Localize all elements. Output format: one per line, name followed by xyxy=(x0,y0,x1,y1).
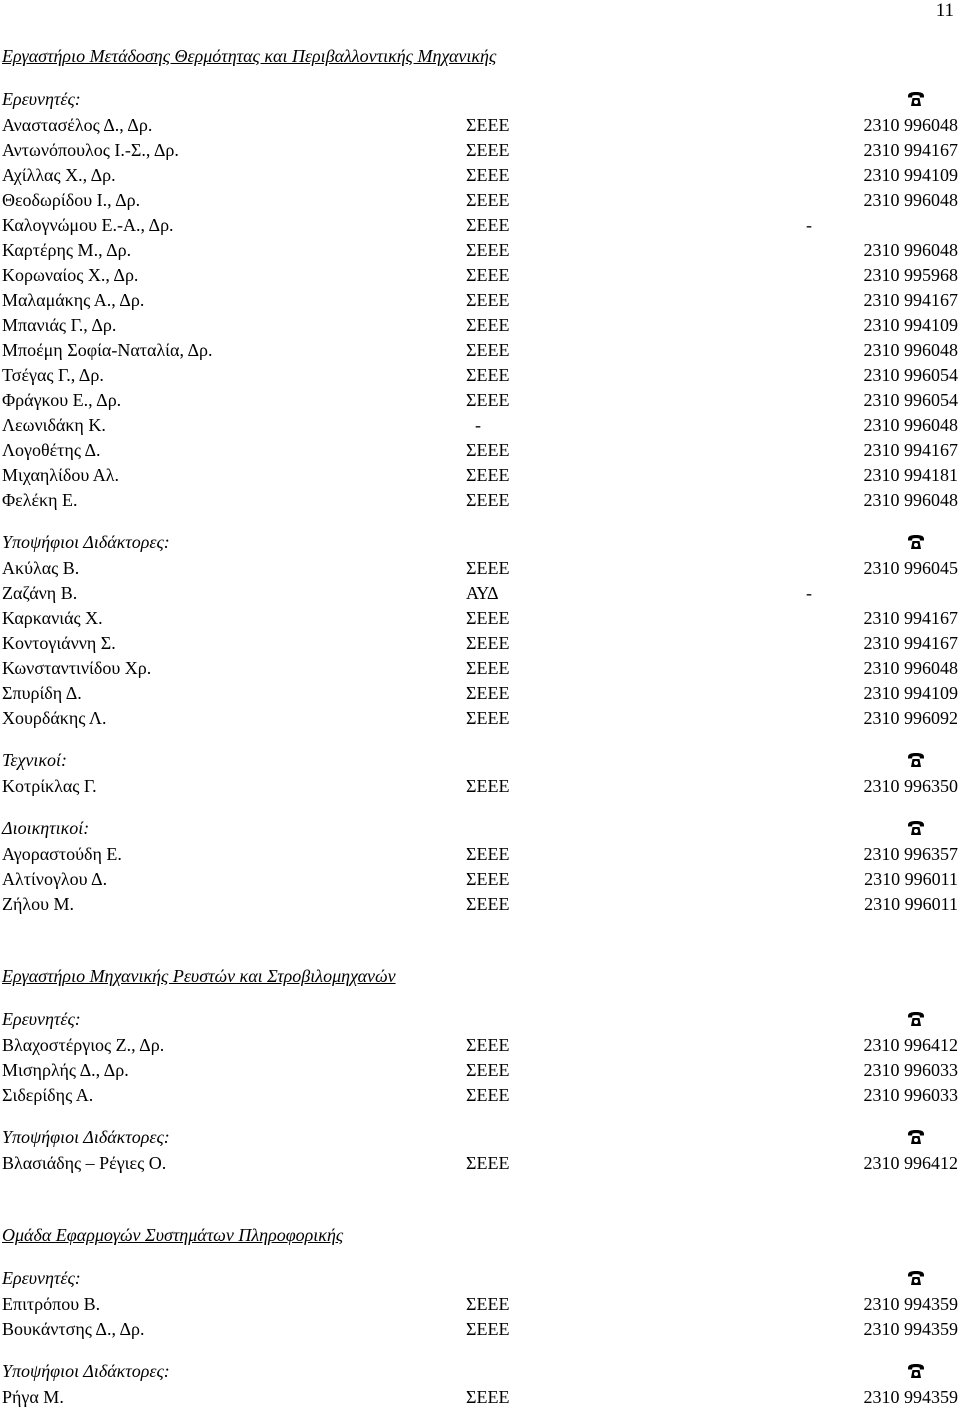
telephone-icon xyxy=(907,1129,925,1145)
staff-group xyxy=(2,1359,958,1410)
staff-name: Επιτρόπου Β. xyxy=(2,1294,101,1314)
staff-name: Φελέκη Ε. xyxy=(2,490,78,510)
group-label: Υποψήφιοι Διδάκτορες: xyxy=(2,532,170,552)
staff-phone: 2310 994167 xyxy=(863,633,958,653)
staff-name: Ζήλου Μ. xyxy=(2,894,75,914)
staff-name: Λογοθέτης Δ. xyxy=(2,440,101,460)
staff-department: ΣΕΕΕ xyxy=(466,490,510,510)
staff-phone: 2310 996048 xyxy=(863,415,958,435)
staff-phone: 2310 994167 xyxy=(863,440,958,460)
staff-name: Κωνσταντινίδου Χρ. xyxy=(2,658,152,678)
staff-row xyxy=(2,581,958,606)
staff-phone: 2310 996048 xyxy=(863,490,958,510)
group-header xyxy=(2,87,958,111)
section-title: Εργαστήριο Μηχανικής Ρευστών και Στροβιλομηχανών xyxy=(2,966,396,986)
staff-department: ΣΕΕΕ xyxy=(466,633,510,653)
staff-row xyxy=(2,188,958,213)
group-header xyxy=(2,1125,958,1149)
staff-phone: 2310 996054 xyxy=(863,365,958,385)
staff-name: Μιχαηλίδου Αλ. xyxy=(2,465,119,485)
group-header xyxy=(2,816,958,840)
staff-phone: 2310 996048 xyxy=(863,190,958,210)
staff-phone: 2310 994359 xyxy=(863,1319,958,1339)
staff-department: ΣΕΕΕ xyxy=(466,1035,510,1055)
staff-name: Βλασιάδης – Ρέγιες Ο. xyxy=(2,1153,167,1173)
staff-phone: 2310 994359 xyxy=(863,1294,958,1314)
staff-row xyxy=(2,363,958,388)
staff-phone: 2310 996033 xyxy=(863,1060,958,1080)
staff-row xyxy=(2,438,958,463)
group-label: Ερευνητές: xyxy=(2,89,81,109)
staff-row xyxy=(2,867,958,892)
staff-name: Κορωναίος Χ., Δρ. xyxy=(2,265,139,285)
directory-content xyxy=(2,44,958,1427)
group-label: Υποψήφιοι Διδάκτορες: xyxy=(2,1127,170,1147)
staff-department: ΣΕΕΕ xyxy=(466,165,510,185)
staff-name: Βουκάντσης Δ., Δρ. xyxy=(2,1319,145,1339)
staff-row xyxy=(2,774,958,799)
staff-row xyxy=(2,288,958,313)
staff-group xyxy=(2,87,958,513)
staff-name: Βλαχοστέργιος Ζ., Δρ. xyxy=(2,1035,165,1055)
group-label: Ερευνητές: xyxy=(2,1268,81,1288)
staff-phone: 2310 994181 xyxy=(863,465,958,485)
staff-name: Μπανιάς Γ., Δρ. xyxy=(2,315,117,335)
staff-name: Αναστασέλος Δ., Δρ. xyxy=(2,115,153,135)
staff-department: ΣΕΕΕ xyxy=(466,215,510,235)
staff-name: Καρτέρης Μ., Δρ. xyxy=(2,240,132,260)
staff-name: Λεωνιδάκη Κ. xyxy=(2,415,106,435)
staff-row xyxy=(2,263,958,288)
staff-row xyxy=(2,842,958,867)
staff-name: Ζαζάνη Β. xyxy=(2,583,78,603)
staff-row xyxy=(2,488,958,513)
lab-section xyxy=(2,44,958,917)
staff-phone: 2310 996033 xyxy=(863,1085,958,1105)
group-label: Ερευνητές: xyxy=(2,1009,81,1029)
staff-department: ΣΕΕΕ xyxy=(466,440,510,460)
staff-row xyxy=(2,631,958,656)
staff-row xyxy=(2,681,958,706)
staff-department: ΣΕΕΕ xyxy=(466,115,510,135)
group-header xyxy=(2,1359,958,1383)
group-header xyxy=(2,530,958,554)
staff-department: ΣΕΕΕ xyxy=(466,1153,510,1173)
staff-phone: 2310 996011 xyxy=(864,869,958,889)
section-spacer xyxy=(2,934,958,964)
section-title: Εργαστήριο Μετάδοσης Θερμότητας και Περιβαλλοντικής Μηχανικής xyxy=(2,46,497,66)
staff-name: Χουρδάκης Λ. xyxy=(2,708,107,728)
staff-department: ΣΕΕΕ xyxy=(466,1085,510,1105)
staff-phone: 2310 996092 xyxy=(863,708,958,728)
staff-row xyxy=(2,163,958,188)
staff-phone: - xyxy=(806,583,812,603)
staff-phone: 2310 994109 xyxy=(863,165,958,185)
section-spacer xyxy=(2,1193,958,1223)
staff-department: ΣΕΕΕ xyxy=(466,1387,510,1407)
lab-section xyxy=(2,964,958,1176)
staff-department: ΣΕΕΕ xyxy=(466,465,510,485)
staff-row xyxy=(2,1058,958,1083)
staff-name: Μποέμη Σοφία-Ναταλία, Δρ. xyxy=(2,340,213,360)
staff-phone: 2310 996350 xyxy=(863,776,958,796)
staff-name: Σιδερίδης Α. xyxy=(2,1085,94,1105)
staff-department: ΣΕΕΕ xyxy=(466,683,510,703)
staff-department: ΣΕΕΕ xyxy=(466,708,510,728)
staff-department: ΣΕΕΕ xyxy=(466,1319,510,1339)
staff-phone: 2310 996048 xyxy=(863,115,958,135)
staff-department: ΣΕΕΕ xyxy=(466,140,510,160)
telephone-icon xyxy=(907,534,925,550)
staff-phone: 2310 996048 xyxy=(863,658,958,678)
staff-name: Μισηρλής Δ., Δρ. xyxy=(2,1060,129,1080)
staff-name: Αγοραστούδη Ε. xyxy=(2,844,122,864)
staff-department: - xyxy=(475,415,481,435)
staff-phone: 2310 996412 xyxy=(863,1035,958,1055)
staff-row xyxy=(2,463,958,488)
staff-row xyxy=(2,1317,958,1342)
group-label: Διοικητικοί: xyxy=(2,818,90,838)
staff-phone: 2310 994109 xyxy=(863,683,958,703)
page-number: 11 xyxy=(935,0,954,21)
staff-name: Σπυρίδη Δ. xyxy=(2,683,82,703)
staff-department: ΣΕΕΕ xyxy=(466,1294,510,1314)
staff-department: ΣΕΕΕ xyxy=(466,894,510,914)
staff-name: Φράγκου Ε., Δρ. xyxy=(2,390,122,410)
staff-department: ΣΕΕΕ xyxy=(466,290,510,310)
staff-row xyxy=(2,656,958,681)
staff-row xyxy=(2,238,958,263)
staff-phone: 2310 996011 xyxy=(864,894,958,914)
staff-department: ΣΕΕΕ xyxy=(466,365,510,385)
staff-phone: 2310 994167 xyxy=(863,608,958,628)
staff-group xyxy=(2,816,958,917)
staff-department: ΣΕΕΕ xyxy=(466,190,510,210)
staff-name: Αλτίνογλου Δ. xyxy=(2,869,108,889)
staff-department: ΑΥΔ xyxy=(466,583,499,603)
staff-group xyxy=(2,1007,958,1108)
staff-phone: 2310 994359 xyxy=(863,1387,958,1407)
staff-row xyxy=(2,338,958,363)
lab-section xyxy=(2,1223,958,1410)
staff-name: Αντωνόπουλος Ι.-Σ., Δρ. xyxy=(2,140,179,160)
staff-department: ΣΕΕΕ xyxy=(466,390,510,410)
telephone-icon xyxy=(907,1011,925,1027)
staff-phone: 2310 996357 xyxy=(863,844,958,864)
staff-name: Καλογνώμου Ε.-Α., Δρ. xyxy=(2,215,174,235)
staff-phone: 2310 994167 xyxy=(863,140,958,160)
staff-name: Ακύλας Β. xyxy=(2,558,80,578)
staff-row xyxy=(2,556,958,581)
staff-department: ΣΕΕΕ xyxy=(466,869,510,889)
staff-phone: 2310 996045 xyxy=(863,558,958,578)
staff-phone: 2310 996054 xyxy=(863,390,958,410)
staff-department: ΣΕΕΕ xyxy=(466,315,510,335)
staff-row xyxy=(2,1033,958,1058)
staff-department: ΣΕΕΕ xyxy=(466,776,510,796)
staff-row xyxy=(2,892,958,917)
staff-row xyxy=(2,113,958,138)
telephone-icon xyxy=(907,91,925,107)
staff-name: Κοντογιάννη Σ. xyxy=(2,633,116,653)
staff-group xyxy=(2,748,958,799)
staff-phone: - xyxy=(806,215,812,235)
group-label: Τεχνικοί: xyxy=(2,750,68,770)
staff-department: ΣΕΕΕ xyxy=(466,608,510,628)
staff-department: ΣΕΕΕ xyxy=(466,265,510,285)
staff-group xyxy=(2,1125,958,1176)
staff-department: ΣΕΕΕ xyxy=(466,558,510,578)
staff-phone: 2310 995968 xyxy=(863,265,958,285)
staff-row xyxy=(2,138,958,163)
staff-name: Κοτρίκλας Γ. xyxy=(2,776,97,796)
staff-row xyxy=(2,1083,958,1108)
group-header xyxy=(2,1266,958,1290)
telephone-icon xyxy=(907,820,925,836)
staff-department: ΣΕΕΕ xyxy=(466,658,510,678)
staff-phone: 2310 996048 xyxy=(863,340,958,360)
staff-row xyxy=(2,1292,958,1317)
group-header xyxy=(2,748,958,772)
staff-department: ΣΕΕΕ xyxy=(466,1060,510,1080)
staff-name: Καρκανιάς Χ. xyxy=(2,608,103,628)
staff-department: ΣΕΕΕ xyxy=(466,844,510,864)
staff-row xyxy=(2,606,958,631)
staff-phone: 2310 994109 xyxy=(863,315,958,335)
staff-phone: 2310 996412 xyxy=(863,1153,958,1173)
section-title: Ομάδα Εφαρμογών Συστημάτων Πληροφορικής xyxy=(2,1225,344,1245)
telephone-icon xyxy=(907,1270,925,1286)
staff-row xyxy=(2,1385,958,1410)
group-header xyxy=(2,1007,958,1031)
staff-phone: 2310 996048 xyxy=(863,240,958,260)
staff-row xyxy=(2,1151,958,1176)
staff-name: Αχίλλας Χ., Δρ. xyxy=(2,165,116,185)
staff-group xyxy=(2,1266,958,1342)
staff-name: Μαλαμάκης Α., Δρ. xyxy=(2,290,145,310)
staff-group xyxy=(2,530,958,731)
staff-name: Θεοδωρίδου Ι., Δρ. xyxy=(2,190,141,210)
staff-department: ΣΕΕΕ xyxy=(466,240,510,260)
staff-row xyxy=(2,388,958,413)
staff-name: Τσέγας Γ., Δρ. xyxy=(2,365,104,385)
staff-name: Ρήγα Μ. xyxy=(2,1387,64,1407)
group-label: Υποψήφιοι Διδάκτορες: xyxy=(2,1361,170,1381)
staff-row xyxy=(2,413,958,438)
staff-row xyxy=(2,313,958,338)
staff-row xyxy=(2,213,958,238)
staff-phone: 2310 994167 xyxy=(863,290,958,310)
telephone-icon xyxy=(907,752,925,768)
staff-department: ΣΕΕΕ xyxy=(466,340,510,360)
telephone-icon xyxy=(907,1363,925,1379)
staff-row xyxy=(2,706,958,731)
